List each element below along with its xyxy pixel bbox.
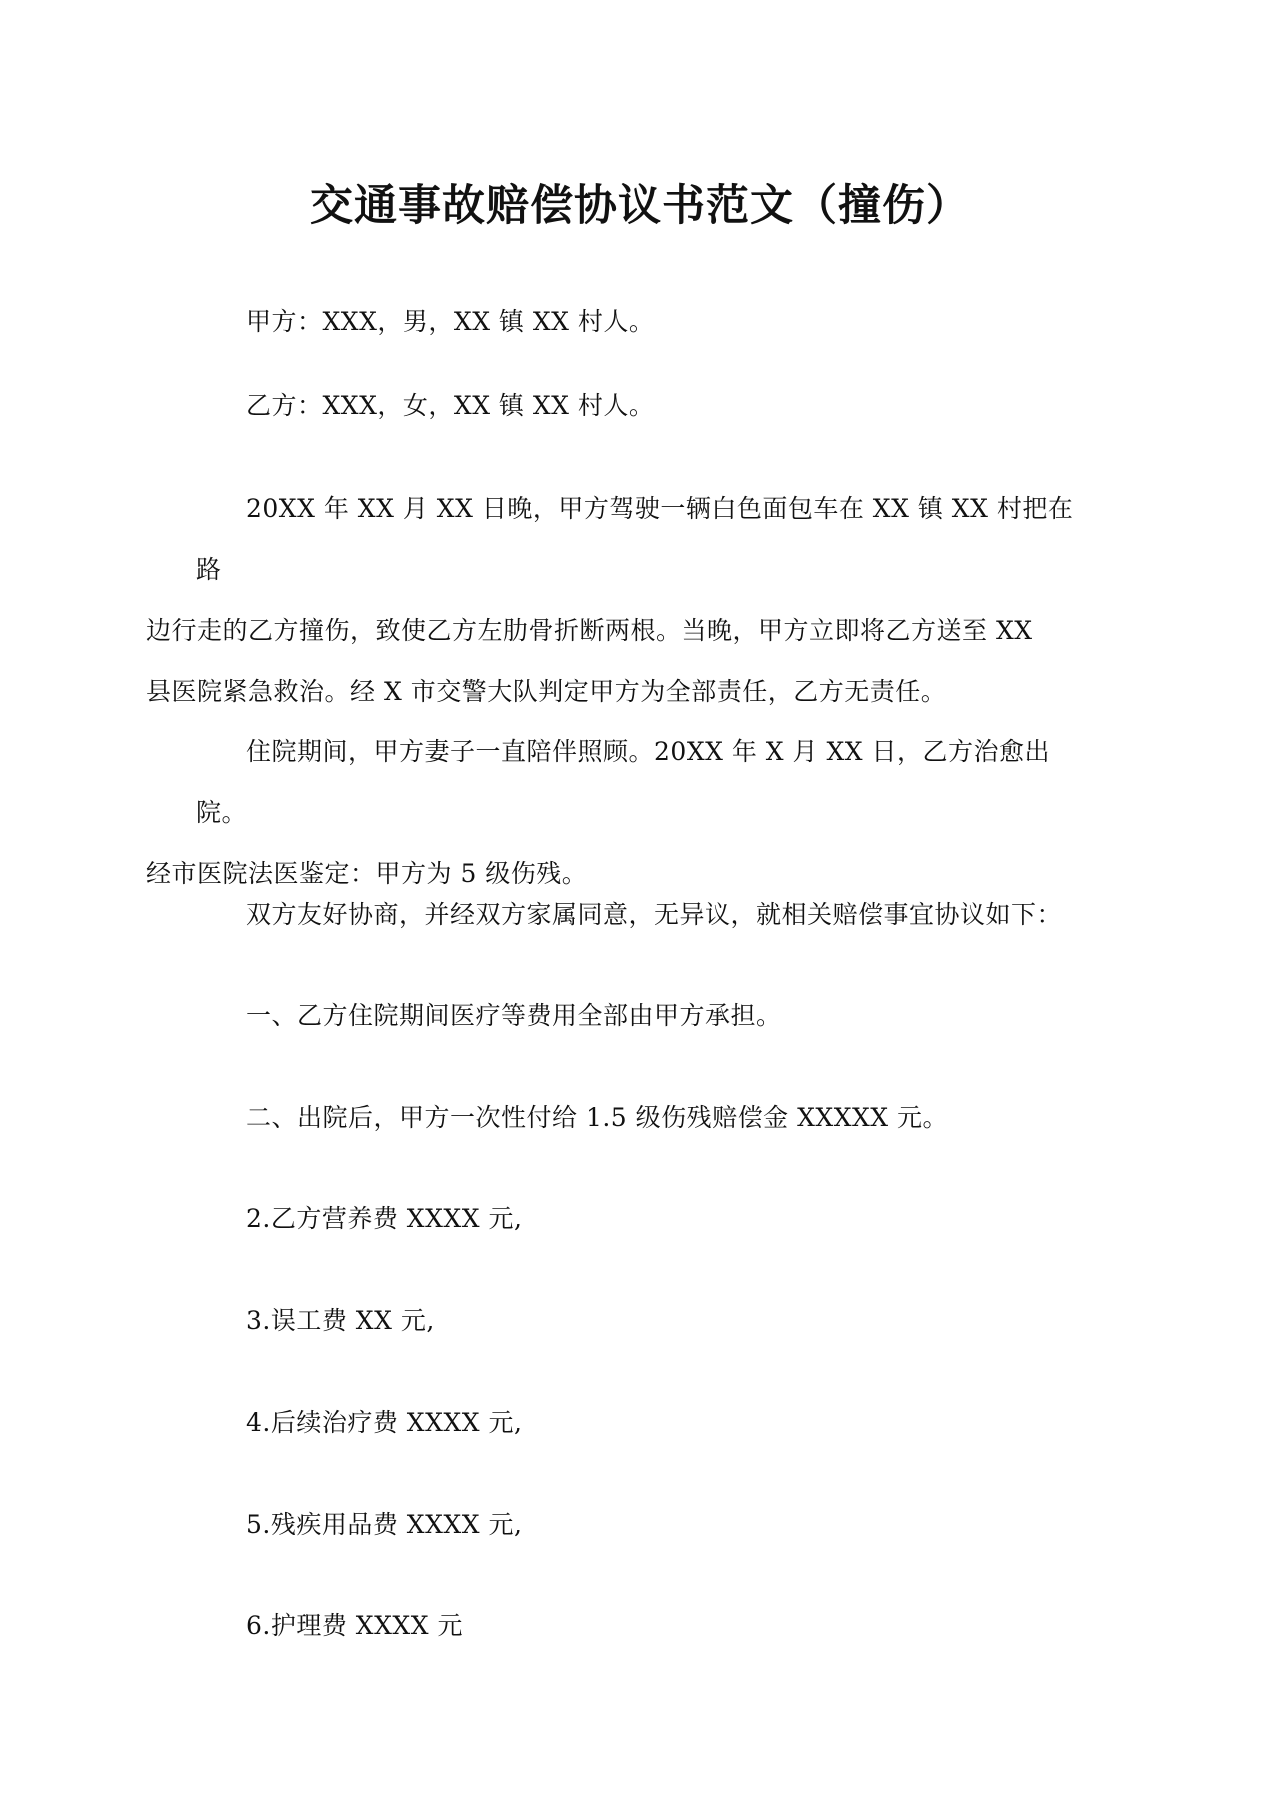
- paragraph-line: 20XX 年 XX 月 XX 日晚，甲方驾驶一辆白色面包车在 XX 镇 XX 村把在路: [196, 494, 1074, 584]
- item-5: [196, 1494, 1096, 1555]
- paragraph-line: 二、出院后，甲方一次性付给 1.5 级伤残赔偿金 XXXXX 元。: [246, 1103, 949, 1132]
- paragraph-line: 3.误工费 XX 元,: [246, 1306, 435, 1335]
- item-3: [196, 1290, 1096, 1351]
- clause-1: [196, 985, 1096, 1046]
- paragraph-line: 一、乙方住院期间医疗等费用全部由甲方承担。: [246, 1001, 782, 1030]
- paragraph-line: 县医院紧急救治。经 X 市交警大队判定甲方为全部责任，乙方无责任。: [146, 677, 947, 706]
- paragraph-line: 边行走的乙方撞伤，致使乙方左肋骨折断两根。当晚，甲方立即将乙方送至 XX: [146, 616, 1033, 645]
- paragraph-line: 5.残疾用品费 XXXX 元,: [246, 1510, 523, 1539]
- hospital-paragraph: [146, 721, 1096, 904]
- paragraph-line: 住院期间，甲方妻子一直陪伴照顾。20XX 年 X 月 XX 日，乙方治愈出院。: [196, 737, 1051, 827]
- item-4: [196, 1392, 1096, 1453]
- paragraph-line: 6.护理费 XXXX 元: [246, 1611, 463, 1640]
- document-title: 交通事故赔偿协议书范文（撞伤）: [310, 181, 970, 231]
- item-6: [196, 1595, 1096, 1656]
- paragraph-line: 经市医院法医鉴定：甲方为 5 级伤残。: [146, 859, 588, 888]
- accident-paragraph: [146, 478, 1096, 722]
- item-2: [196, 1188, 1096, 1249]
- agreement-intro-paragraph: [196, 884, 1096, 945]
- paragraph-line: 乙方：XXX，女，XX 镇 XX 村人。: [246, 391, 655, 420]
- paragraph-line: 2.乙方营养费 XXXX 元,: [246, 1204, 523, 1233]
- party-a-paragraph: [196, 291, 1096, 352]
- paragraph-line: 4.后续治疗费 XXXX 元,: [246, 1408, 523, 1437]
- party-b-paragraph: [196, 375, 1096, 436]
- clause-2: [196, 1087, 1096, 1148]
- paragraph-line: 双方友好协商，并经双方家属同意，无异议，就相关赔偿事宜协议如下：: [246, 900, 1063, 929]
- paragraph-line: 甲方：XXX，男，XX 镇 XX 村人。: [246, 307, 655, 336]
